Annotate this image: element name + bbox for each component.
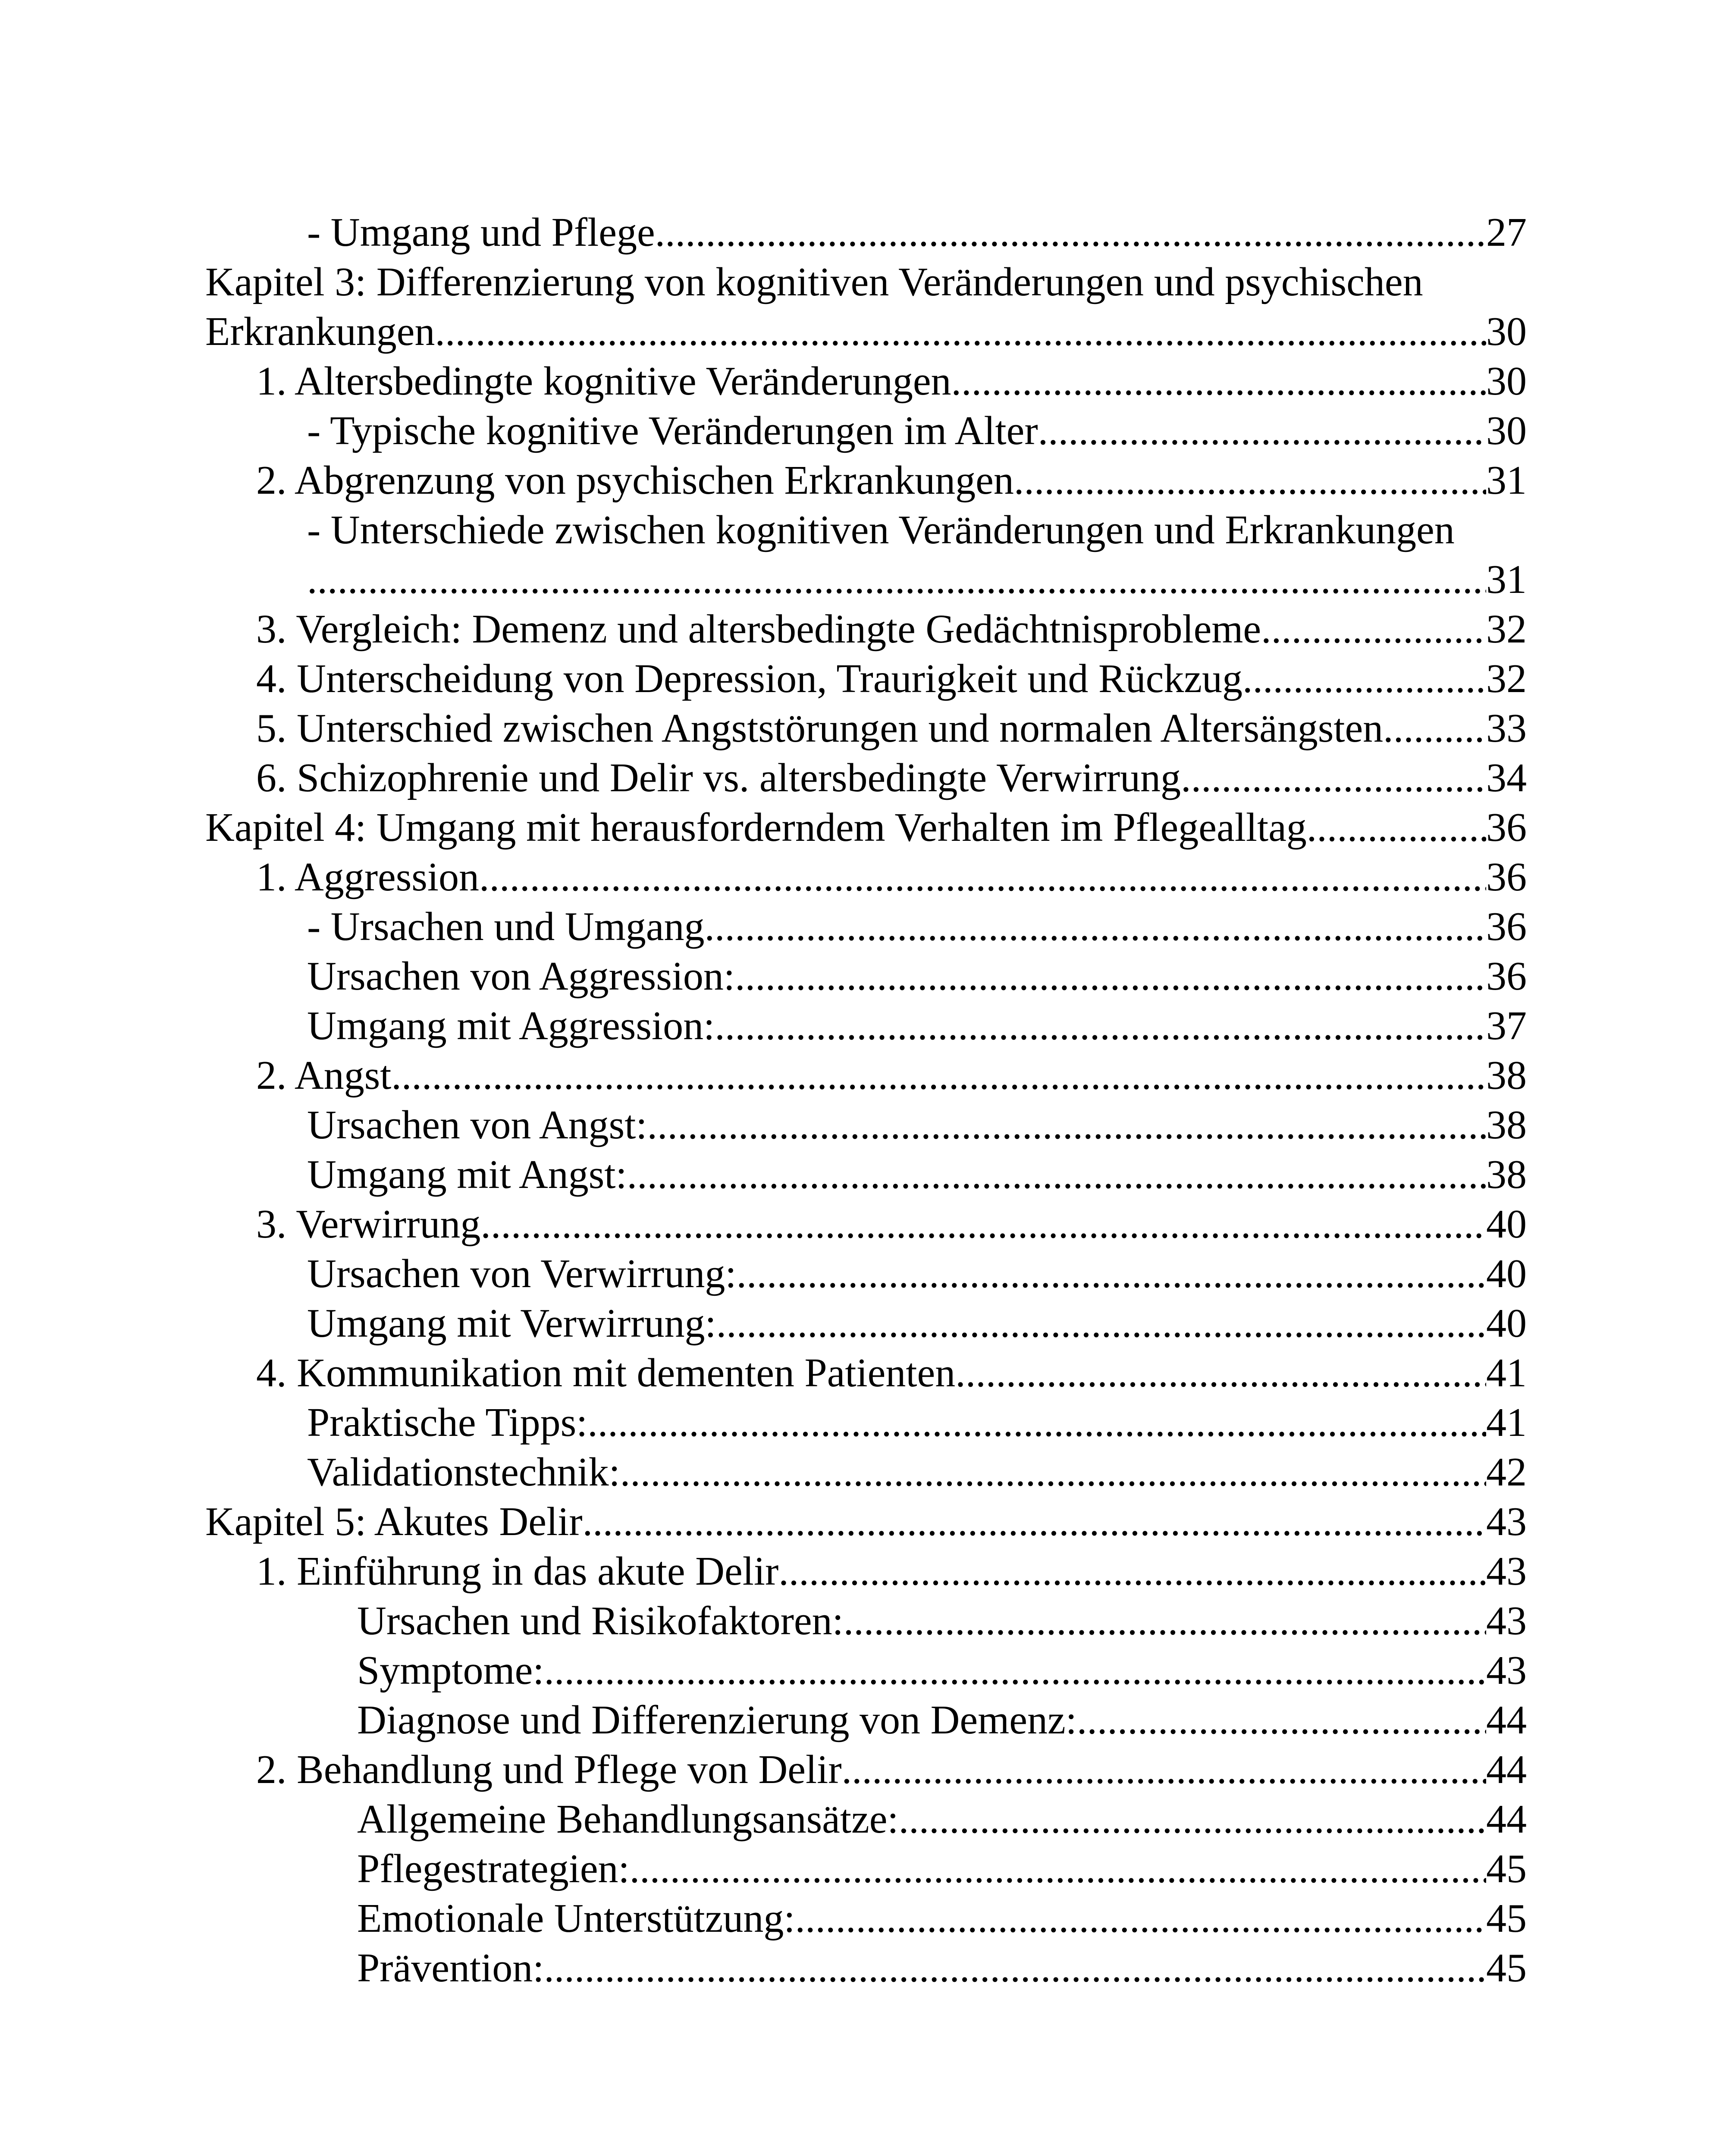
toc-entry[interactable]: [205, 257, 1527, 357]
dot-leader: [716, 1299, 1486, 1348]
toc-page-number: 32: [1486, 656, 1527, 701]
toc-page-number: 33: [1486, 706, 1527, 751]
toc-entry-title: 2. Angst: [256, 1053, 392, 1098]
dot-leader: [307, 555, 1486, 605]
toc-entry[interactable]: [205, 1497, 1527, 1547]
toc-page-number: 44: [1486, 1698, 1527, 1742]
toc-entry[interactable]: [205, 1348, 1527, 1398]
toc-entry[interactable]: [205, 1051, 1527, 1100]
toc-entry-title: 1. Einführung in das akute Delir: [256, 1549, 779, 1594]
toc-entry[interactable]: [205, 505, 1527, 605]
dot-leader: [1181, 753, 1486, 803]
dot-leader: [544, 1646, 1486, 1695]
dot-leader: [735, 952, 1486, 1001]
toc-page-number: 44: [1486, 1797, 1527, 1842]
toc-entry[interactable]: [205, 1150, 1527, 1200]
dot-leader: [435, 307, 1486, 357]
toc-page-number: 41: [1486, 1400, 1527, 1445]
dot-leader: [844, 1596, 1486, 1646]
toc-entry-title: Emotionale Unterstützung:: [357, 1896, 795, 1941]
dot-leader: [647, 1100, 1486, 1150]
dot-leader: [778, 1547, 1486, 1596]
dot-leader: [715, 1001, 1486, 1051]
toc-entry-title: Ursachen und Risikofaktoren:: [357, 1598, 844, 1643]
toc-entry[interactable]: [205, 952, 1527, 1001]
toc-entry[interactable]: [205, 654, 1527, 704]
toc-entry-title: 4. Kommunikation mit dementen Patienten: [256, 1351, 956, 1395]
toc-entry[interactable]: [205, 1745, 1527, 1795]
dot-leader: [544, 1943, 1486, 1993]
toc-entry-title: Kapitel 4: Umgang mit herausforderndem Verhalten im Pflegealltag: [205, 805, 1307, 850]
dot-leader: [1307, 803, 1486, 852]
toc-page-number: 45: [1486, 1946, 1527, 1990]
toc-entry[interactable]: [205, 1100, 1527, 1150]
toc-entry-title: 1. Aggression: [256, 855, 479, 899]
toc-entry[interactable]: [205, 605, 1527, 654]
toc-entry-title: - Ursachen und Umgang: [307, 904, 705, 949]
toc-entry-title: - Umgang und Pflege: [307, 210, 655, 255]
toc-entry[interactable]: [205, 852, 1527, 902]
toc-page-number: 36: [1486, 954, 1527, 999]
toc-page-number: 32: [1486, 607, 1527, 652]
toc-page-number: 43: [1486, 1549, 1527, 1594]
toc-page-number: 36: [1486, 855, 1527, 899]
toc-page-number: 43: [1486, 1499, 1527, 1544]
toc-entry-title-continued: Erkrankungen: [205, 309, 435, 354]
dot-leader: [480, 1200, 1486, 1249]
dot-leader: [1014, 456, 1486, 505]
toc-entry-title: Validationstechnik:: [307, 1450, 620, 1495]
dot-leader: [1077, 1695, 1486, 1745]
toc-entry-title: 3. Verwirrung: [256, 1202, 481, 1247]
toc-page-number: 34: [1486, 755, 1527, 800]
toc-page-number: 38: [1486, 1103, 1527, 1147]
toc-entry-title: Allgemeine Behandlungsansätze:: [357, 1797, 899, 1842]
toc-entry-title: Praktische Tipps:: [307, 1400, 588, 1445]
toc-entry-title: Prävention:: [357, 1946, 544, 1990]
toc-entry-title: 3. Vergleich: Demenz und altersbedingte Gedächtnisprobleme: [256, 607, 1261, 652]
toc-entry-title: 4. Unterscheidung von Depression, Traurigkeit und Rückzug: [256, 656, 1243, 701]
toc-page-number: 31: [1486, 458, 1527, 503]
toc-entry-title: Ursachen von Angst:: [307, 1103, 647, 1147]
toc-entry[interactable]: [205, 1943, 1527, 1993]
toc-entry[interactable]: [205, 456, 1527, 505]
toc-entry-title: 1. Altersbedingte kognitive Veränderungen: [256, 359, 951, 404]
toc-entry[interactable]: [205, 1547, 1527, 1596]
toc-entry[interactable]: [205, 1398, 1527, 1448]
toc-page-number: 37: [1486, 1003, 1527, 1048]
toc-page-number: 43: [1486, 1648, 1527, 1693]
toc-entry-title: Diagnose und Differenzierung von Demenz:: [357, 1698, 1077, 1742]
toc-page-number: 30: [1486, 408, 1527, 453]
toc-entry-title: Umgang mit Angst:: [307, 1152, 627, 1197]
toc-entry-title: Pflegestrategien:: [357, 1846, 630, 1891]
dot-leader: [620, 1448, 1486, 1497]
toc-page-number: 36: [1486, 805, 1527, 850]
toc-entry-title: - Typische kognitive Veränderungen im Alter: [307, 408, 1038, 453]
toc-entry-title: 2. Behandlung und Pflege von Delir: [256, 1747, 842, 1792]
toc-entry[interactable]: [205, 1299, 1527, 1348]
toc-page-number: 30: [1486, 359, 1527, 404]
dot-leader: [655, 208, 1486, 257]
dot-leader: [899, 1795, 1486, 1844]
toc-page-number: 38: [1486, 1152, 1527, 1197]
toc-page-number: 45: [1486, 1896, 1527, 1941]
toc-page-number: 31: [1486, 557, 1527, 602]
toc-entry[interactable]: [205, 1795, 1527, 1844]
toc-page-number: 41: [1486, 1351, 1527, 1395]
toc-page-number: 42: [1486, 1450, 1527, 1495]
toc-entry[interactable]: [205, 1001, 1527, 1051]
dot-leader: [583, 1497, 1486, 1547]
toc-page-number: 44: [1486, 1747, 1527, 1792]
dot-leader: [630, 1844, 1486, 1894]
dot-leader: [955, 1348, 1486, 1398]
dot-leader: [795, 1894, 1486, 1943]
toc-page-number: 30: [1486, 309, 1527, 354]
toc-entry[interactable]: [205, 1448, 1527, 1497]
table-of-contents: [205, 208, 1527, 1993]
toc-entry[interactable]: [205, 704, 1527, 753]
toc-page-number: 27: [1486, 210, 1527, 255]
toc-page-number: 36: [1486, 904, 1527, 949]
toc-entry[interactable]: [205, 1894, 1527, 1943]
toc-entry[interactable]: [205, 1646, 1527, 1695]
dot-leader: [1243, 654, 1486, 704]
toc-entry-title: Ursachen von Verwirrung:: [307, 1251, 737, 1296]
dot-leader: [1393, 704, 1486, 753]
toc-entry[interactable]: [205, 406, 1527, 456]
toc-entry[interactable]: [205, 357, 1527, 406]
toc-entry-title: Symptome:: [357, 1648, 544, 1693]
toc-entry[interactable]: [205, 1596, 1527, 1646]
toc-entry[interactable]: [205, 208, 1527, 257]
toc-entry[interactable]: [205, 803, 1527, 852]
toc-entry[interactable]: [205, 1200, 1527, 1249]
dot-leader: [587, 1398, 1486, 1448]
dot-leader: [627, 1150, 1486, 1200]
toc-entry[interactable]: [205, 1249, 1527, 1299]
toc-page-number: 43: [1486, 1598, 1527, 1643]
toc-entry-title: 5. Unterschied zwischen Angststörungen und normalen Altersängsten.: [256, 706, 1393, 751]
dot-leader: [1038, 406, 1486, 456]
toc-page-number: 40: [1486, 1251, 1527, 1296]
dot-leader: [704, 902, 1486, 952]
toc-entry-title: Umgang mit Aggression:: [307, 1003, 715, 1048]
toc-entry-title: 6. Schizophrenie und Delir vs. altersbedingte Verwirrung: [256, 755, 1181, 800]
dot-leader: [951, 357, 1486, 406]
toc-entry-title: - Unterschiede zwischen kognitiven Veränderungen und Erkrankungen: [307, 508, 1455, 552]
toc-page-number: 40: [1486, 1202, 1527, 1247]
dot-leader: [391, 1051, 1486, 1100]
toc-entry[interactable]: [205, 753, 1527, 803]
toc-page-number: 45: [1486, 1846, 1527, 1891]
dot-leader: [1261, 605, 1486, 654]
toc-entry-title: Kapitel 5: Akutes Delir: [205, 1499, 583, 1544]
toc-page-number: 38: [1486, 1053, 1527, 1098]
toc-entry-title: Ursachen von Aggression:: [307, 954, 735, 999]
toc-entry[interactable]: [205, 902, 1527, 952]
toc-entry-title: Umgang mit Verwirrung:: [307, 1301, 716, 1346]
toc-page-number: 40: [1486, 1301, 1527, 1346]
dot-leader: [479, 852, 1486, 902]
toc-entry-title: 2. Abgrenzung von psychischen Erkrankungen: [256, 458, 1014, 503]
toc-entry[interactable]: [205, 1695, 1527, 1745]
dot-leader: [736, 1249, 1486, 1299]
toc-entry-title: Kapitel 3: Differenzierung von kognitiven Veränderungen und psychischen: [205, 260, 1423, 304]
toc-entry[interactable]: [205, 1844, 1527, 1894]
dot-leader: [842, 1745, 1486, 1795]
